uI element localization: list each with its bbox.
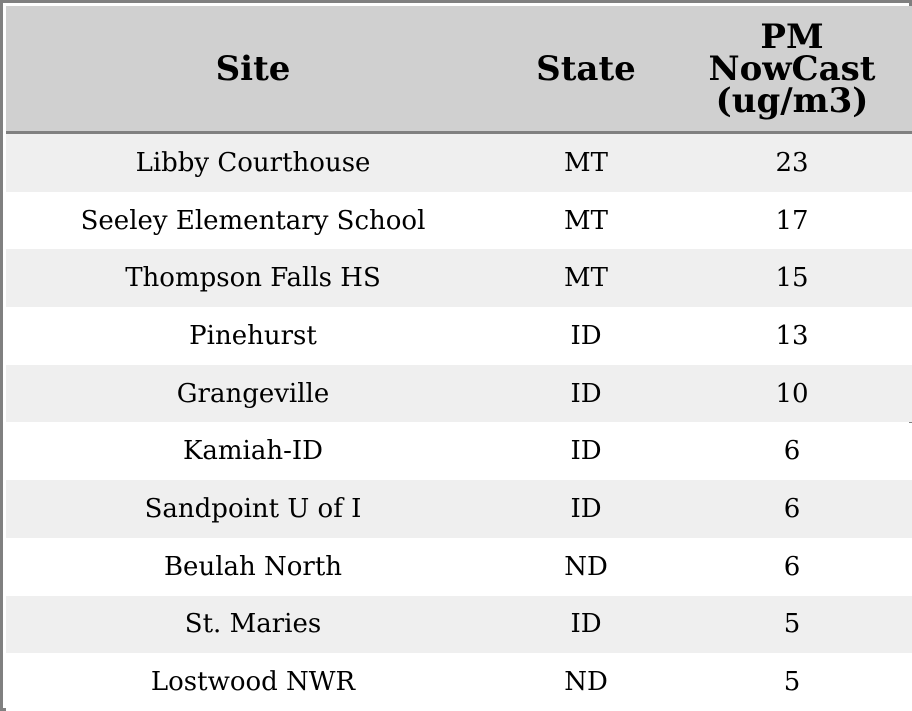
header-site-label: Site bbox=[215, 48, 291, 89]
cell-site: St. Maries bbox=[184, 609, 322, 640]
header-state bbox=[500, 6, 672, 131]
header-pm-nowcast bbox=[672, 6, 912, 131]
table-row bbox=[6, 192, 912, 250]
cell-pm-nowcast: 6 bbox=[783, 436, 801, 467]
cell-pm-nowcast: 6 bbox=[783, 551, 801, 582]
cell-pm-nowcast: 15 bbox=[775, 263, 809, 294]
header-pm-line-3: (ug/m3) bbox=[715, 80, 869, 121]
cell-state: MT bbox=[564, 263, 608, 294]
cell-state: ND bbox=[564, 667, 608, 698]
cell-state: ID bbox=[570, 494, 602, 525]
cell-pm-nowcast: 17 bbox=[775, 205, 809, 236]
table-row bbox=[6, 307, 912, 365]
cell-site: Pinehurst bbox=[189, 320, 317, 351]
cell-site: Sandpoint U of I bbox=[144, 494, 362, 525]
cell-state: MT bbox=[564, 205, 608, 236]
table-row bbox=[6, 596, 912, 654]
cell-site: Seeley Elementary School bbox=[80, 205, 426, 236]
cell-state: ID bbox=[570, 609, 602, 640]
cell-pm-nowcast: 13 bbox=[775, 320, 809, 351]
cell-pm-nowcast: 5 bbox=[783, 609, 801, 640]
table-row bbox=[6, 538, 912, 596]
cell-state: MT bbox=[564, 147, 608, 178]
cell-site: Lostwood NWR bbox=[150, 667, 356, 698]
cell-state: ND bbox=[564, 551, 608, 582]
cell-site: Thompson Falls HS bbox=[125, 263, 381, 294]
table-body bbox=[6, 134, 912, 711]
cell-pm-nowcast: 23 bbox=[775, 147, 809, 178]
cell-site: Libby Courthouse bbox=[135, 147, 371, 178]
cell-pm-nowcast: 5 bbox=[783, 667, 801, 698]
table-row bbox=[6, 365, 912, 423]
air-quality-table bbox=[6, 6, 912, 711]
table-row bbox=[6, 423, 912, 481]
cell-site: Grangeville bbox=[176, 378, 330, 409]
cell-state: ID bbox=[570, 378, 602, 409]
cell-site: Kamiah-ID bbox=[182, 436, 324, 467]
cell-pm-nowcast: 6 bbox=[783, 494, 801, 525]
header-state-label: State bbox=[536, 48, 636, 89]
header-pm-line-2: NowCast bbox=[708, 48, 876, 89]
table-header bbox=[6, 6, 912, 134]
table-row bbox=[6, 480, 912, 538]
cell-pm-nowcast: 10 bbox=[775, 378, 809, 409]
table-row bbox=[6, 653, 912, 711]
table-row bbox=[6, 134, 912, 192]
cell-site: Beulah North bbox=[163, 551, 343, 582]
table-row bbox=[6, 249, 912, 307]
cell-state: ID bbox=[570, 436, 602, 467]
cell-state: ID bbox=[570, 320, 602, 351]
header-pm-line-1: PM bbox=[760, 16, 824, 57]
header-site bbox=[6, 6, 500, 131]
